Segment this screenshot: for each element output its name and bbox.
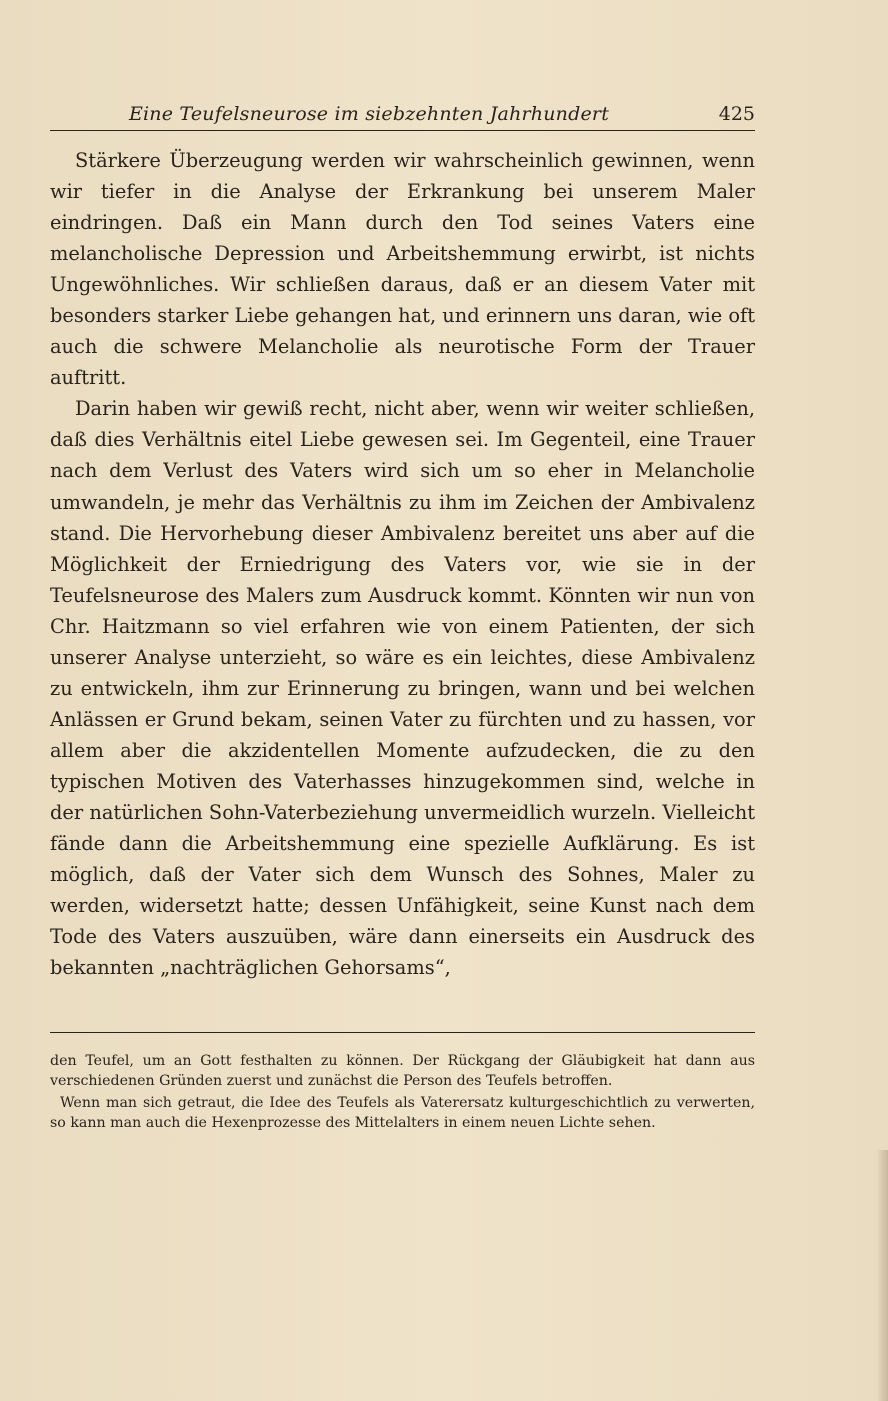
paragraph: Stärkere Überzeugung werden wir wahrscheinlich gewinnen, wenn wir tiefer in die Analyse der Erkrankung bei unserem Maler eindringen. Daß ein Mann durch den Tod seines Vaters eine melancholische Depression und Arbeitshemmung erwirbt, ist nichts Ungewöhnliches. Wir schließen daraus, daß er an diesem Vater mit besonders starker Liebe gehangen hat, und erinnern uns daran, wie oft auch die schwere Melancholie als neurotische Form der Trauer auftritt. [50, 149, 755, 390]
running-head [50, 103, 755, 129]
footnote-rule [50, 1032, 755, 1033]
page-edge-shadow [876, 1150, 888, 1401]
body-text [50, 145, 755, 983]
paragraph: Darin haben wir gewiß recht, nicht aber, wenn wir weiter schließen, daß dies Verhältnis eitel Liebe gewesen sei. Im Gegenteil, eine Trauer nach dem Verlust des Vaters wird sich um so eher in Melancholie umwandeln, je mehr das Verhältnis zu ihm im Zeichen der Ambivalenz stand. Die Hervorhebung dieser Ambivalenz bereitet uns aber auf die Möglichkeit der Erniedrigung des Vaters vor, wie sie in der Teufelsneurose des Malers zum Ausdruck kommt. Könnten wir nun von Chr. Haitzmann so viel erfahren wie von einem Patienten, der sich unserer Analyse unterzieht, so wäre es ein leichtes, diese Ambivalenz zu entwickeln, ihm zur Erinnerung zu bringen, wann und bei welchen Anlässen er Grund bekam, seinen Vater zu fürchten und zu hassen, vor allem aber die akzidentellen Momente aufzudecken, die zu den typischen Motiven des Vaterhasses hinzugekommen sind, welche in der natürlichen Sohn-Vaterbeziehung unvermeidlich wurzeln. Vielleicht fände dann die Arbeitshemmung eine spezielle Aufklärung. Es ist möglich, daß der Vater sich dem Wunsch des Sohnes, Maler zu werden, widersetzt hatte; dessen Unfähigkeit, seine Kunst nach dem Tode des Vaters auszuüben, wäre dann einerseits ein Ausdruck des bekannten „nachträglichen Gehorsams“, [50, 397, 755, 980]
running-title: Eine Teufelsneurose im siebzehnten Jahrhundert [128, 103, 610, 125]
footnote: Wenn man sich getraut, die Idee des Teufels als Vaterersatz kulturgeschichtlich zu verwerten, so kann man auch die Hexenprozesse des Mittelalters in einem neuen Lichte sehen. [50, 1095, 755, 1131]
page-number: 425 [718, 103, 755, 125]
header-rule [50, 130, 755, 131]
footnotes [50, 1052, 755, 1133]
footnote-continuation: den Teufel, um an Gott festhalten zu können. Der Rückgang der Gläubigkeit hat dann aus verschiedenen Gründen zuerst und zunächst die Person des Teufels betroffen. [50, 1053, 755, 1089]
